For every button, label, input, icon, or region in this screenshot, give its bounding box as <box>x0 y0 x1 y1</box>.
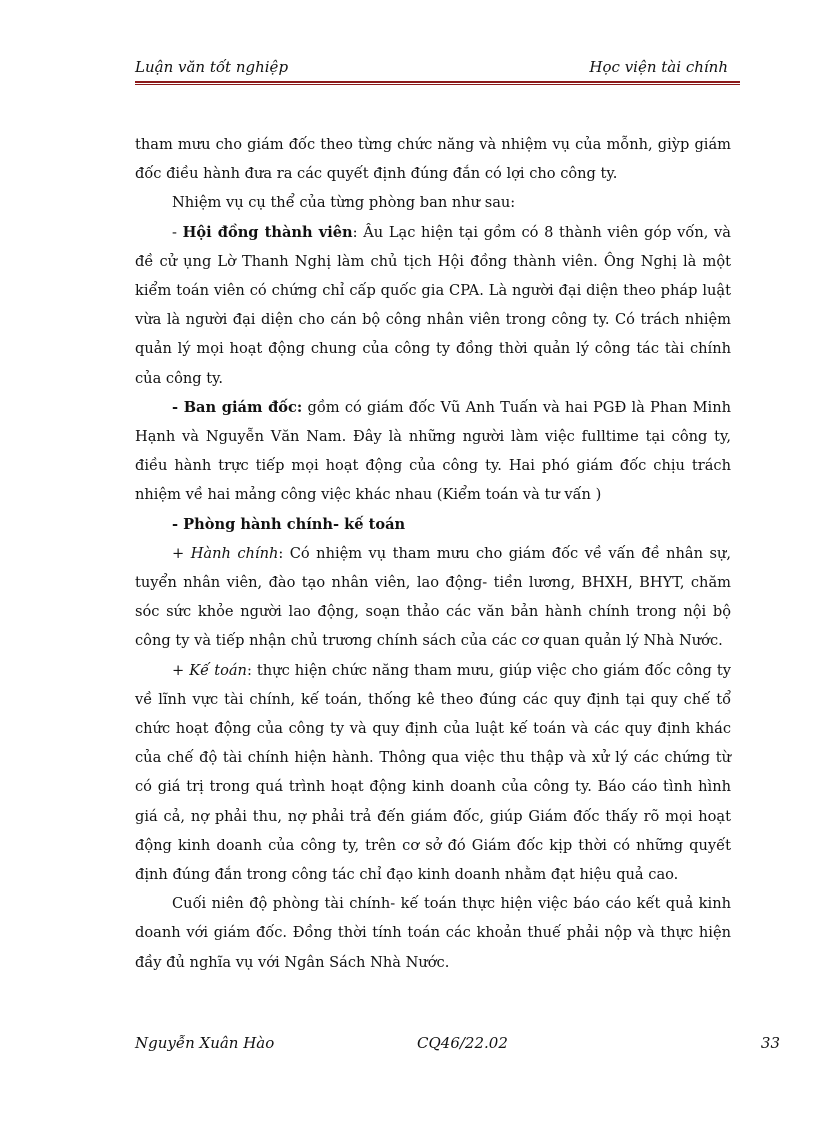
paragraph-intro: tham mưu cho giám đốc theo từng chức năng và nhiệm vụ của mỗnh, giỳp giám đốc điều hành đưa ra các quyết định đúng đắn có lợi cho công ty. <box>135 136 731 183</box>
plus-prefix: + <box>172 661 190 679</box>
paragraph-administration <box>135 539 731 656</box>
paragraph-admin-accounting-heading <box>135 510 731 539</box>
paragraph-year-end: Cuối niên độ phòng tài chính- kế toán thực hiện việc báo cáo kết quả kinh doanh với giám đốc. Đồng thời tính toán các khoản thuế phải nộp và thực hiện đầy đủ nghĩa vụ với Ngân Sách Nhà Nước. <box>135 895 731 971</box>
administration-text: : Có nhiệm vụ tham mưu cho giám đốc về vấn đề nhân sự, tuyển nhân viên, đào tạo nhân viên, lao động- tiền lương, BHXH, BHYT, chăm sóc sức khỏe người lao động, soạn thảo các văn bản hành chính trong nội bộ công ty và tiếp nhận chủ trương chính sách của các cơ quan quản lý Nhà Nước. <box>135 544 732 650</box>
page-header <box>135 58 740 80</box>
paragraph-accounting <box>135 656 731 890</box>
header-rule-thick <box>135 81 740 83</box>
footer-page-number: 33 <box>760 1034 780 1052</box>
term-accounting: Kế toán <box>189 661 247 679</box>
term-admin-accounting: - Phòng hành chính- kế toán <box>172 515 406 533</box>
term-administration: Hành chính <box>190 544 279 562</box>
footer-author: Nguyễn Xuân Hào <box>135 1034 275 1052</box>
accounting-text: : thực hiện chức năng tham mưu, giúp việc cho giám đốc công ty về lĩnh vực tài chính, kế toán, thống kê theo đúng các quy định tại quy chế tổ chức hoạt động của công ty và quy định của luật kế toán và các quy định khác của chế độ tài chính hiện hành. Thông qua việc thu thập và xử lý các chứng từ có giá trị trong quá trình hoạt động kinh doanh của công ty. Báo cáo tình hình giá cả, nợ phải thu, nợ phải trả đến giám đốc, giúp Giám đốc thấy rõ mọi hoạt động kinh doanh của công ty, trên cơ sở đó Giám đốc kịp thời có những quyết định đúng đắn trong công tác chỉ đạo kinh doanh nhằm đạt hiệu quả cao. <box>135 661 731 884</box>
header-institution: Học viện tài chính <box>589 58 728 76</box>
board-of-members-text: : Âu Lạc hiện tại gồm có 8 thành viên góp vốn, và đề cử ụng Lờ Thanh Nghị làm chủ tịch Hội đồng thành viên. Ông Nghị là một kiểm toán viên có chứng chỉ cấp quốc gia CPA. Là người đại diện theo pháp luật vừa là người đại diện cho cán bộ công nhân viên trong công ty. Có trách nhiệm quản lý mọi hoạt động chung của công ty đồng thời quản lý công tác tài chính của công ty. <box>135 223 731 387</box>
body-text <box>135 130 731 977</box>
paragraph-tasks-heading: Nhiệm vụ cụ thể của từng phòng ban như sau: <box>172 194 516 212</box>
paragraph-board-of-directors <box>135 393 731 510</box>
header-rule-thin <box>135 84 740 85</box>
dash: - <box>172 223 183 241</box>
term-board-of-members: Hội đồng thành viên <box>182 223 353 241</box>
board-of-directors-text: gồm có giám đốc Vũ Anh Tuấn và hai PGĐ là Phan Minh Hạnh và Nguyễn Văn Nam. Đây là những người làm việc fulltime tại công ty, điều hành trực tiếp mọi hoạt động của công ty. Hai phó giám đốc chịu trách nhiệm về hai mảng công việc khác nhau (Kiểm toán và tư vấn ) <box>135 398 731 504</box>
page-footer <box>135 1034 780 1056</box>
plus-prefix: + <box>172 544 191 562</box>
footer-class-code: CQ46/22.02 <box>417 1034 508 1052</box>
term-board-of-directors: - Ban giám đốc: <box>172 398 303 416</box>
paragraph-board-of-members <box>135 218 731 393</box>
header-thesis-title: Luận văn tốt nghiệp <box>135 58 289 76</box>
